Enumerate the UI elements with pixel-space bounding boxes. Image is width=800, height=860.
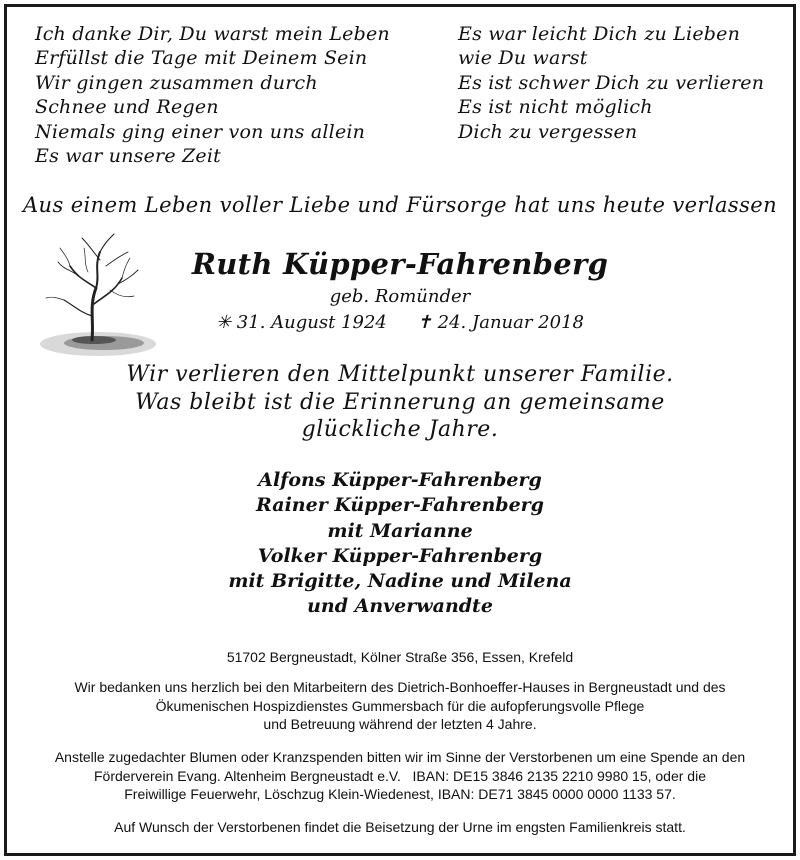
poem-line: Erfüllst die Tage mit Deinem Sein <box>35 47 368 70</box>
motto-line: glückliche Jahre. <box>301 417 499 442</box>
family-line: mit Marianne <box>327 519 473 542</box>
poem-line: Es ist nicht möglich <box>458 96 653 119</box>
birth-name: geb. Romünder <box>329 286 471 307</box>
donation-line: Freiwillige Feuerwehr, Löschzug Klein-Wiedenest, IBAN: DE71 3845 0000 0000 1133 57. <box>124 786 676 802</box>
thanks-line: Wir bedanken uns herzlich bei den Mitarbeitern des Dietrich-Bonhoeffer-Hauses in Bergneustadt und des <box>74 679 726 695</box>
family-line: Alfons Küpper-Fahrenberg <box>258 469 542 491</box>
motto-line: Wir verlieren den Mittelpunkt unserer Familie. <box>126 362 674 387</box>
poem-line: Es ist schwer Dich zu verlieren <box>458 71 765 94</box>
thanks-line: Ökumenischen Hospizdienstes Gummersbach für die aufopferungsvolle Pflege <box>155 697 645 714</box>
poem-line: wie Du warst <box>458 47 588 70</box>
motto-line: Was bleibt ist die Erinnerung an gemeinsame <box>135 389 665 415</box>
family-line: und Anverwandte <box>307 595 493 618</box>
family-line: Rainer Küpper-Fahrenberg <box>256 494 544 517</box>
burial-note: Auf Wunsch der Verstorbenen findet die Beisetzung der Urne im engsten Familienkreis statt. <box>114 819 686 835</box>
poem-line: Niemals ging einer von uns allein <box>35 120 366 143</box>
address: 51702 Bergneustadt, Kölner Straße 356, Essen, Krefeld <box>226 649 574 665</box>
thanks-line: und Betreuung während der letzten 4 Jahre. <box>263 716 537 732</box>
family-line: mit Brigitte, Nadine und Milena <box>228 570 572 593</box>
deceased-name: Ruth Küpper-Fahrenberg <box>191 247 609 281</box>
intro-line: Aus einem Leben voller Liebe und Fürsorge hat uns heute verlassen <box>22 193 778 217</box>
thanks-paragraph <box>0 678 800 734</box>
poem-line: Dich zu vergessen <box>458 120 638 143</box>
poem-line: Es war leicht Dich zu Lieben <box>458 23 741 45</box>
life-dates <box>0 312 800 333</box>
poem-line: Ich danke Dir, Du warst mein Leben <box>35 23 390 45</box>
family-signatures <box>0 468 800 620</box>
poem-line: Es war unsere Zeit <box>35 145 221 168</box>
poem-left <box>35 22 390 168</box>
death-date: ✝ 24. Januar 2018 <box>416 312 584 333</box>
poem-line: Wir gingen zusammen durch <box>35 71 318 94</box>
poem-right <box>458 22 764 144</box>
birth-date: ✳ 31. August 1924 <box>215 312 387 333</box>
donation-paragraph <box>0 748 800 804</box>
poem-line: Schnee und Regen <box>35 96 219 119</box>
family-line: Volker Küpper-Fahrenberg <box>257 544 543 567</box>
donation-line: Anstelle zugedachter Blumen oder Kranzspenden bitten wir im Sinne der Verstorbenen um eine Spende an den <box>54 749 746 765</box>
donation-line: Förderverein Evang. Altenheim Bergneustadt e.V. IBAN: DE15 3846 2135 2210 9980 15, oder die <box>93 767 706 784</box>
motto <box>0 361 800 444</box>
